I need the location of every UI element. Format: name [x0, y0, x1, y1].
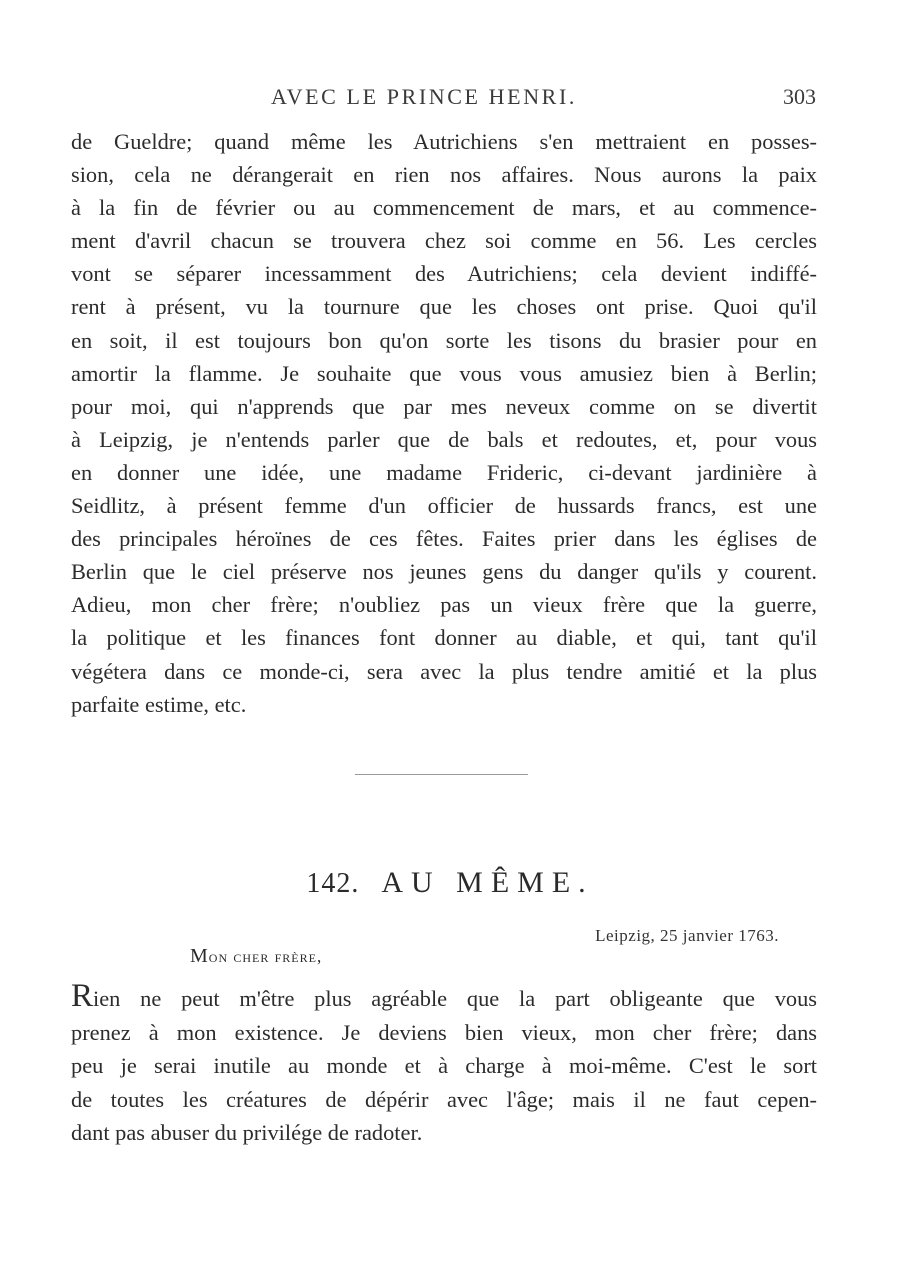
running-header: [0, 84, 900, 114]
running-title: AVEC LE PRINCE HENRI.: [271, 84, 577, 109]
text-line: de Gueldre; quand même les Autrichiens s'en mettraient en posses-: [71, 129, 817, 154]
letter-heading: [0, 866, 900, 900]
salutation: Mon cher frère,: [190, 945, 323, 967]
text-line: amortir la flamme. Je souhaite que vous vous amusiez bien à Berlin;: [71, 360, 817, 386]
text-line: la politique et les finances font donner au diable, et qui, tant qu'il: [71, 625, 817, 651]
text-line: en soit, il est toujours bon qu'on sorte les tisons du brasier pour en: [71, 327, 817, 353]
text-line-first: [71, 978, 817, 1016]
text-line: parfaite estime, etc.: [71, 691, 247, 717]
text-line: peu je serai inutile au monde et à charge à moi-même. C'est le sort: [71, 1053, 817, 1078]
section-divider: [355, 774, 528, 775]
text-line: Adieu, mon cher frère; n'oubliez pas un vieux frère que la guerre,: [71, 592, 817, 618]
page-number: 303: [783, 84, 816, 109]
previous-letter-text: [71, 125, 817, 721]
dateline: Leipzig, 25 janvier 1763.: [595, 926, 779, 945]
text-line: en donner une idée, une madame Frideric, ci-devant jardinière à: [71, 459, 817, 485]
drop-cap: R: [71, 978, 94, 1014]
text-line: végétera dans ce monde-ci, sera avec la plus tendre amitié et la plus: [71, 658, 817, 684]
text-line: vont se séparer incessamment des Autrichiens; cela devient indiffé-: [71, 261, 817, 287]
text-line: Seidlitz, à présent femme d'un officier de hussards francs, est une: [71, 493, 817, 519]
text-line: sion, cela ne dérangerait en rien nos affaires. Nous aurons la paix: [71, 162, 817, 188]
text-line: rent à présent, vu la tournure que les choses ont prise. Quoi qu'il: [71, 294, 817, 320]
text-line: à Leipzig, je n'entends parler que de bals et redoutes, et, pour vous: [71, 426, 817, 452]
text-line: prenez à mon existence. Je deviens bien vieux, mon cher frère; dans: [71, 1019, 817, 1045]
text-line: des principales héroïnes de ces fêtes. Faites prier dans les églises de: [71, 526, 817, 552]
text-line: de toutes les créatures de dépérir avec l'âge; mais il ne faut cepen-: [71, 1086, 817, 1112]
text-line: dant pas abuser du privilége de radoter.: [71, 1120, 423, 1145]
text-line: Berlin que le ciel préserve nos jeunes gens du danger qu'ils y courent.: [71, 559, 817, 585]
letter-body: [71, 978, 817, 1150]
text-line: pour moi, qui n'apprends que par mes neveux comme on se divertit: [71, 393, 817, 419]
first-line-rest: ien ne peut m'être plus agréable que la part obligeante que vous: [93, 986, 817, 1011]
text-line: à la fin de février ou au commencement de mars, et au commence-: [71, 195, 817, 221]
letter-number: 142.: [306, 868, 360, 899]
letter-title: AU MÊME.: [381, 866, 594, 899]
text-line: ment d'avril chacun se trouvera chez soi comme en 56. Les cercles: [71, 228, 817, 254]
